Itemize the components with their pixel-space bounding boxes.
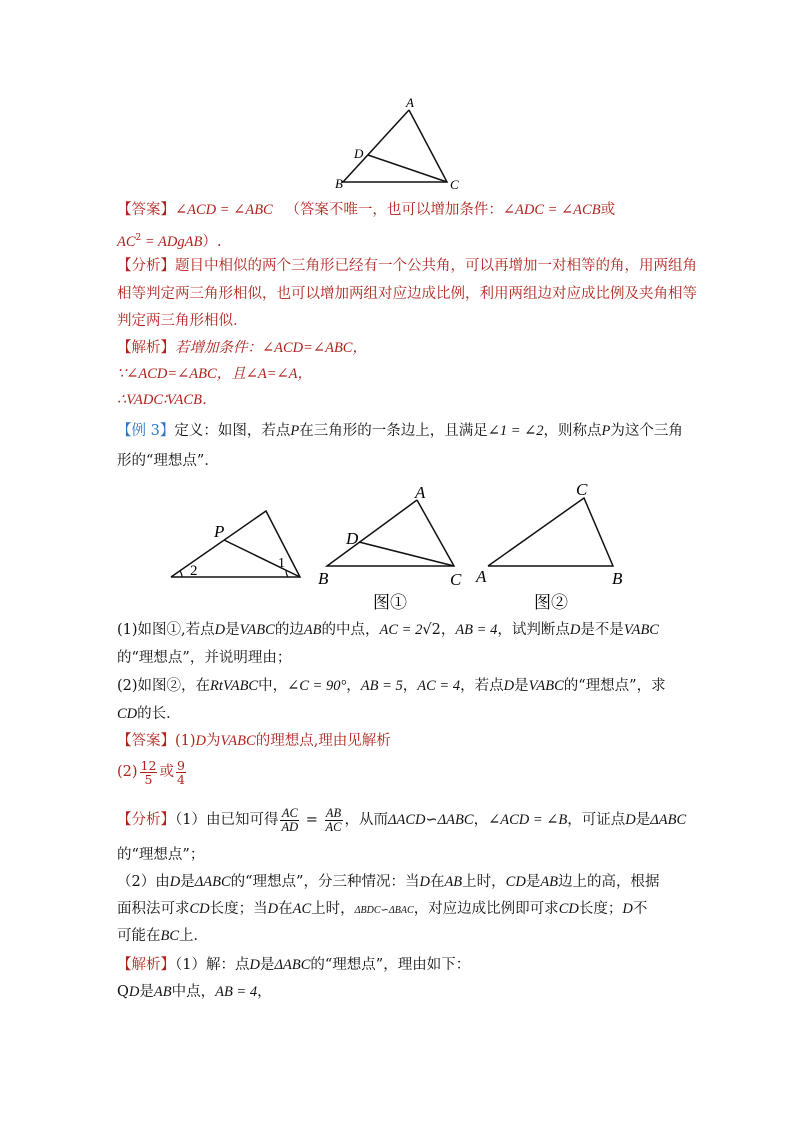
q1-text-e: ，试判断点 xyxy=(497,622,570,638)
a2-l4-AC: AC xyxy=(292,901,312,917)
a2-l4-b: 长度；当 xyxy=(209,901,268,917)
answer2-D: D xyxy=(195,733,207,749)
frac-den: 4 xyxy=(176,771,185,787)
frac-den: 5 xyxy=(144,771,153,787)
a2-l3-a: （2）由 xyxy=(117,874,170,890)
q1-triangle-2: VABC xyxy=(623,622,659,638)
solution-line-2 xyxy=(117,364,312,384)
label-B: B xyxy=(318,569,329,588)
answer2-or: 或 xyxy=(159,764,174,780)
answer2-line-2 xyxy=(117,758,188,786)
label-D: D xyxy=(346,529,359,548)
answer2-text-b: 为 xyxy=(206,733,221,749)
label-C: C xyxy=(576,480,588,499)
analysis2-line-1 xyxy=(117,806,686,834)
analysis2-line-5 xyxy=(117,926,208,946)
solution-text-3: ∴VADC∶VACB． xyxy=(117,392,217,408)
q1-text-c: 的边 xyxy=(274,622,304,638)
q2-D: D xyxy=(503,678,515,694)
angle-condition: ∠1 = ∠2 xyxy=(487,423,544,439)
a2-text-2: 的“理想点”； xyxy=(117,847,205,863)
q1-sqrt: √2 xyxy=(422,622,441,638)
solution2-tag: 【解析】 xyxy=(117,957,175,973)
question1-line-1 xyxy=(117,620,659,640)
answer2-text-c: 的理想点,理由见解析 xyxy=(255,733,391,749)
solution-text-2: ∵∠ACD=∠ABC，且∠A=∠A， xyxy=(117,366,312,382)
example-text-c: ，则称点 xyxy=(543,423,602,439)
q2-text-e: 的“理想点”，求 xyxy=(563,678,666,694)
a2-l4-D2: D xyxy=(622,901,633,917)
example-line-1 xyxy=(117,421,683,441)
analysis2-tag: 【分析】 xyxy=(117,812,175,828)
q2-sep-1: ， xyxy=(346,678,361,694)
point-P-2: P xyxy=(601,423,611,439)
q1-text-2: 的“理想点”，并说明理由； xyxy=(117,650,292,666)
analysis-text-2: 相等判定两三角形相似，也可以增加两组对应边成比例，利用两组边对应成比例及夹角相等 xyxy=(117,286,697,302)
q2-ac: AC = 4 xyxy=(417,678,461,694)
label-B: B xyxy=(612,569,623,588)
q1-AB: AB xyxy=(303,622,322,638)
s2-l2-Q: Q xyxy=(117,984,129,1000)
q1-triangle: VABC xyxy=(239,622,275,638)
a2-l3-d: 在 xyxy=(429,874,445,890)
s2-l1-c: 的“理想点”，理由如下： xyxy=(310,957,471,973)
answer-line-2 xyxy=(117,228,221,252)
a2-l3-AB: AB xyxy=(444,874,463,890)
solution2-line-1 xyxy=(117,955,470,975)
question1-line-2 xyxy=(117,648,291,668)
condition-3a: AC xyxy=(117,233,136,250)
label-C: C xyxy=(450,570,462,589)
fraction-ac-ad xyxy=(280,807,299,834)
answer2-line-1 xyxy=(117,731,391,751)
q1-D: D xyxy=(214,622,226,638)
label-A: A xyxy=(415,483,426,502)
frac-num: AC xyxy=(281,805,298,820)
fraction-9-4 xyxy=(176,759,186,786)
example-text-a: 定义：如图，若点 xyxy=(174,423,291,439)
q2-CD: CD xyxy=(117,706,138,722)
analysis2-line-2 xyxy=(117,845,204,865)
a2-l4-a: 面积法可求 xyxy=(117,901,190,917)
q2-angle-c: ∠C = 90° xyxy=(287,678,347,694)
s2-l1-D: D xyxy=(249,957,260,973)
label-B: B xyxy=(335,176,343,191)
superscript: 2 xyxy=(135,233,142,243)
a2-triangle: ΔABC xyxy=(650,812,687,828)
q1-text-b: 是 xyxy=(225,622,240,638)
q2-ab: AB = 5 xyxy=(360,678,403,694)
a2-l4-g: 不 xyxy=(632,901,648,917)
q2-text-d: 是 xyxy=(514,678,529,694)
q2-text-a: (2)如图②，在 xyxy=(117,678,211,694)
q1-ac: AC = 2 xyxy=(379,622,423,638)
a2-l4-D: D xyxy=(267,901,279,917)
q1-text-d: 的中点， xyxy=(321,622,380,638)
solution-text-1: 若增加条件：∠ACD=∠ABC， xyxy=(175,340,367,356)
label-1: 1 xyxy=(278,556,285,571)
solution-line-3 xyxy=(117,390,216,410)
label-C: C xyxy=(450,177,459,192)
s2-l2-D: D xyxy=(128,984,140,1000)
a2-l5-BC: BC xyxy=(160,928,180,944)
q2-rt: Rt xyxy=(210,678,223,694)
s2-l2-ab4: AB = 4 xyxy=(215,984,258,1000)
a2-l4-CD: CD xyxy=(189,901,210,917)
a2-l4-e: ，对应边成比例即可求 xyxy=(413,901,559,917)
fraction-ab-ac xyxy=(325,807,343,834)
solution2-line-2 xyxy=(117,982,272,1002)
a2-eq: = xyxy=(301,812,323,828)
q1-sep: ， xyxy=(440,622,456,638)
answer-tag: 【答案】 xyxy=(117,202,175,218)
answer-line-1 xyxy=(117,200,615,220)
answer2-tag: 【答案】 xyxy=(117,733,175,749)
s2-l1-b: 是 xyxy=(259,957,275,973)
q1-text-a: (1)如图①,若点 xyxy=(117,622,215,638)
label-P: P xyxy=(214,522,225,541)
example-tag: 【例 3】 xyxy=(117,423,175,439)
answer2-triangle: VABC xyxy=(220,733,256,749)
a2-l4-d: 上时， xyxy=(311,901,355,917)
q2-sep-2: ， xyxy=(402,678,418,694)
frac-num: 12 xyxy=(140,757,157,773)
answer2-num-2: (2) xyxy=(117,764,138,780)
analysis-text-1: 题目中相似的两个三角形已经有一个公共角，可以再增加一对相等的角，用两组角 xyxy=(175,258,697,274)
analysis-tag: 【分析】 xyxy=(117,258,175,274)
s2-l2-d: ， xyxy=(257,984,272,1000)
frac-den: AC xyxy=(325,819,342,834)
a2-l3-AB2: AB xyxy=(540,874,559,890)
a2-l3-e: 上时， xyxy=(462,874,506,890)
label-A: A xyxy=(476,567,487,586)
a2-l3-CD: CD xyxy=(505,874,526,890)
a2-l4-f: 长度； xyxy=(578,901,623,917)
point-P: P xyxy=(290,423,300,439)
a2-l3-tri: ΔABC xyxy=(194,874,231,890)
q1-ab: AB = 4 xyxy=(455,622,498,638)
a2-text-b: ，从而 xyxy=(344,812,389,828)
question2-line-1 xyxy=(117,676,666,696)
a2-l3-D: D xyxy=(169,874,181,890)
q1-D-2: D xyxy=(569,622,581,638)
frac-den: AD xyxy=(281,819,299,834)
a2-l4-sim: ΔBDC∽ΔBAC xyxy=(354,905,414,916)
figure-definition xyxy=(168,505,308,583)
condition-2: ∠ADC = ∠ACB xyxy=(502,202,601,218)
answer2-num-1: (1) xyxy=(175,733,196,749)
answer-close: ）. xyxy=(202,233,222,250)
solution-tag: 【解析】 xyxy=(117,340,175,356)
label-A: A xyxy=(406,95,414,110)
example-text-d: 为这个三角 xyxy=(610,423,683,439)
fraction-12-5 xyxy=(140,759,158,786)
figure-1 xyxy=(315,480,475,615)
analysis-line-3 xyxy=(117,311,248,331)
a2-text-c: ， xyxy=(473,812,489,828)
analysis-text-3: 判定两三角形相似． xyxy=(117,313,248,329)
a2-D: D xyxy=(625,812,636,828)
label-2: 2 xyxy=(190,563,198,579)
frac-num: 9 xyxy=(176,757,185,773)
a2-l3-b: 是 xyxy=(180,874,195,890)
a2-angle: ∠ACD = ∠B xyxy=(488,812,568,828)
a2-text-e: 是 xyxy=(635,812,651,828)
analysis2-line-3 xyxy=(117,872,660,892)
caption-fig2: 图② xyxy=(534,593,568,612)
q2-triangle-2: VABC xyxy=(528,678,564,694)
condition-1: ∠ACD = ∠ABC xyxy=(175,202,273,218)
a2-text-a: （1）由已知可得 xyxy=(175,812,279,828)
s2-l2-b: 是 xyxy=(139,984,154,1000)
a2-l4-CD2: CD xyxy=(558,901,579,917)
a2-l5-b: 上． xyxy=(179,928,209,944)
a2-l3-c: 的“理想点”，分三种情况：当 xyxy=(230,874,420,890)
answer-note: （答案不唯一，也可以增加条件： xyxy=(285,202,503,218)
a2-l5-a: 可能在 xyxy=(117,928,161,944)
figure-2 xyxy=(472,478,632,615)
s2-l1-a: （1）解：点 xyxy=(175,957,250,973)
s2-l2-c: 中点， xyxy=(171,984,216,1000)
analysis-line-1 xyxy=(117,256,697,276)
q2-triangle: VABC xyxy=(222,678,259,694)
example-text-2: 形的“理想点”． xyxy=(117,453,219,469)
caption-fig1: 图① xyxy=(373,593,407,612)
q2-text-2: 的长． xyxy=(137,706,181,722)
a2-l4-c: 在 xyxy=(278,901,293,917)
frac-num: AB xyxy=(325,805,342,820)
label-D: D xyxy=(354,146,364,161)
a2-l3-f: 是 xyxy=(525,874,541,890)
a2-l3-D2: D xyxy=(419,874,430,890)
figure-triangle-abc xyxy=(330,92,470,192)
q2-text-b: 中， xyxy=(258,678,288,694)
q1-text-f: 是不是 xyxy=(580,622,624,638)
analysis2-line-4 xyxy=(117,899,647,921)
solution-line-1 xyxy=(117,338,367,358)
example-text-b: 在三角形的一条边上，且满足 xyxy=(299,423,488,439)
or-text: 或 xyxy=(600,202,616,218)
example-line-2 xyxy=(117,451,219,471)
q2-text-c: ，若点 xyxy=(460,678,504,694)
s2-l1-tri: ΔABC xyxy=(274,957,311,973)
a2-sim: ΔACD∽ΔABC xyxy=(388,812,474,828)
a2-l3-g: 边上的高，根据 xyxy=(558,874,660,890)
a2-text-d: ，可证点 xyxy=(567,812,626,828)
question2-line-2 xyxy=(117,704,181,724)
analysis-line-2 xyxy=(117,284,697,304)
condition-3b: = ADgAB xyxy=(141,233,203,250)
s2-l2-AB: AB xyxy=(153,984,172,1000)
